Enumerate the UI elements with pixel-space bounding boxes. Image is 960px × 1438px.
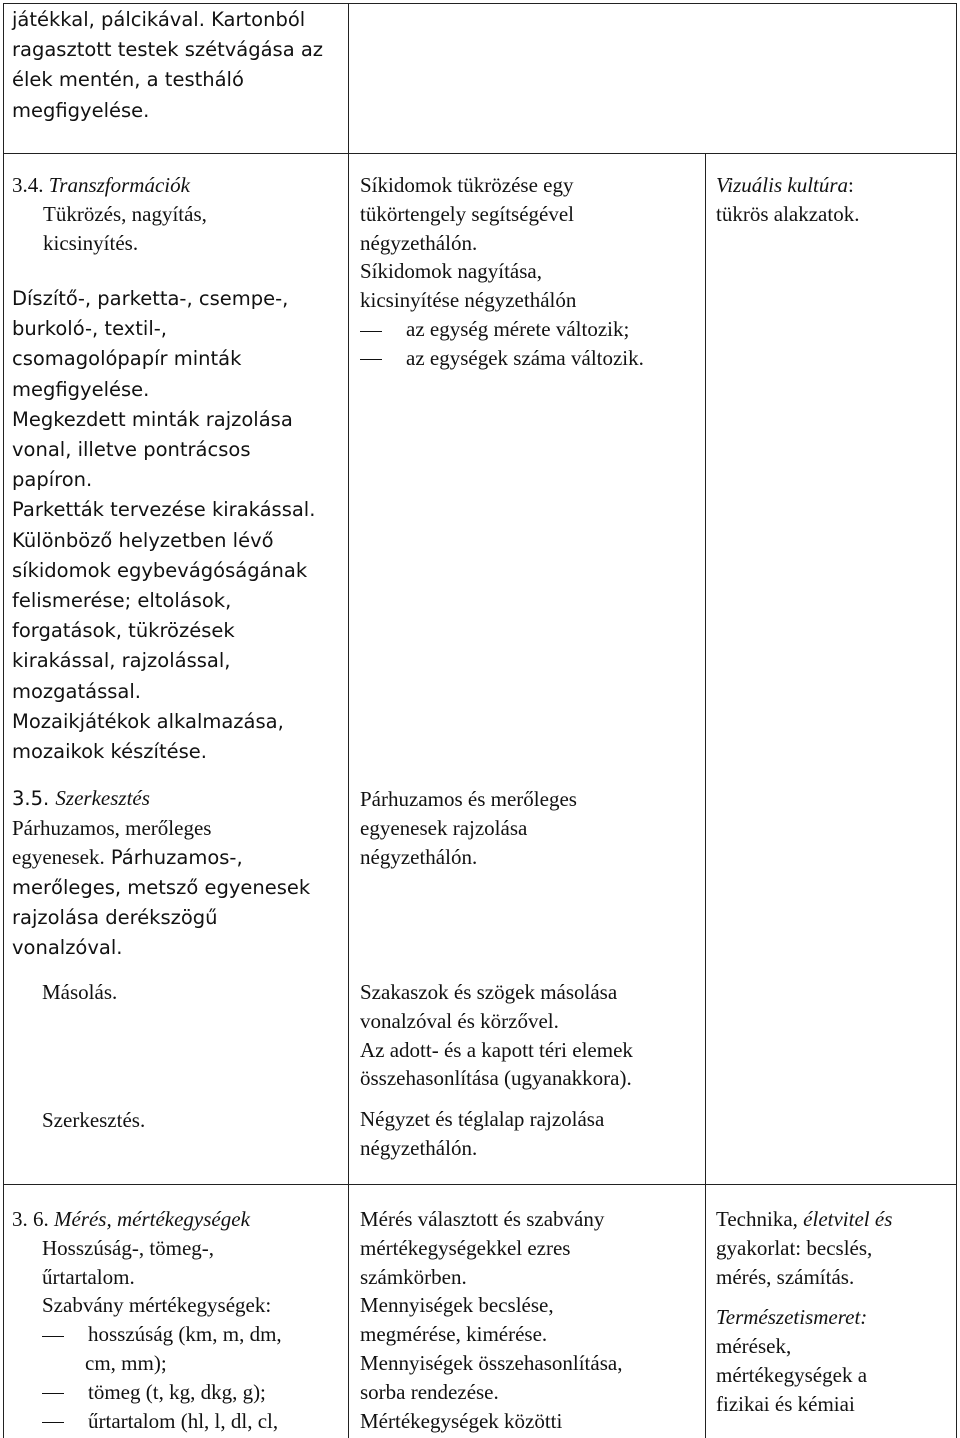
text-line: kicsinyítése négyzethálón (360, 288, 577, 313)
text-line: Mértékegységek közötti (360, 1408, 563, 1433)
text-line: Parketták tervezése kirakással. (12, 498, 316, 522)
text-line: Síkidomok tükrözése egy (360, 173, 574, 197)
text-line: mértékegységek a (716, 1362, 868, 1387)
text-line: gyakorlat: becslés, (716, 1235, 873, 1260)
bullet-item (360, 344, 644, 373)
text-line: Különböző helyzetben lévő (12, 528, 274, 552)
bullet-item (12, 1320, 282, 1349)
bullet-item (12, 1407, 282, 1436)
table-border-left (3, 3, 4, 1438)
text-fragment: életvitel és (803, 1207, 893, 1231)
text-line: Párhuzamos és merőleges (360, 787, 577, 811)
text-line: vonalzóval és körzővel. (360, 1008, 559, 1033)
text-line: Tükrözés, nagyítás, (43, 201, 207, 226)
subject-title: Vizuális kultúra (716, 173, 849, 197)
text-line: Négyzet és téglalap rajzolása (360, 1107, 605, 1131)
text-line: egyenesek rajzolása (360, 815, 528, 840)
text-line: Díszítő-, parketta-, csempe-, (12, 287, 289, 310)
section-3-6 (12, 1205, 282, 1435)
row-divider-1 (3, 153, 957, 154)
row1-col1-text (12, 5, 323, 126)
row-divider-2 (3, 1184, 957, 1185)
section-number: 3.4. (12, 173, 44, 197)
row2-col2-block4 (360, 1105, 604, 1163)
section-3-4-body (12, 284, 315, 767)
text-line: négyzethálón. (360, 1135, 478, 1160)
bullet-text: tömeg (t, kg, dkg, g); (88, 1379, 266, 1404)
text-line: Az adott- és a kapott téri elemek (360, 1037, 633, 1062)
text-line: űrtartalom. (42, 1264, 135, 1289)
text-line: ragasztott testek szétvágása az (12, 38, 324, 62)
bullet-item (12, 1378, 282, 1407)
text-line: csomagolópapír minták (12, 347, 242, 371)
section-title: Transzformációk (48, 173, 190, 197)
table-border-right (956, 3, 957, 1438)
colon: : (848, 173, 854, 197)
text-line: Hosszúság-, tömeg-, (42, 1235, 215, 1260)
text-fragment: egyenesek. (12, 844, 105, 869)
subject-title: Természetismeret: (716, 1305, 868, 1330)
section-3-5 (12, 784, 310, 963)
text-line: Síkidomok nagyítása, (360, 259, 542, 284)
text-line: mozgatással. (12, 679, 141, 703)
text-line: mérés, számítás. (716, 1264, 855, 1289)
text-line: kicsinyítés. (43, 230, 139, 255)
text-line: megmérése, kimérése. (360, 1322, 548, 1347)
text-line: mozaikok készítése. (12, 740, 207, 764)
row2-col2-block1 (360, 171, 644, 373)
column-divider-2 (705, 153, 706, 1438)
row3-col2 (360, 1205, 622, 1435)
column-divider-1 (348, 3, 349, 1438)
text-line: merőleges, metsző egyenesek (12, 875, 311, 899)
text-line: rajzolása derékszögű (12, 905, 218, 929)
construction-label: Szerkesztés. (42, 1108, 146, 1132)
bullet-item (360, 315, 644, 344)
text-line: élek mentén, a testháló (12, 68, 244, 92)
text-line: felismerése; eltolások, (12, 589, 232, 613)
copying-label: Másolás. (42, 980, 118, 1004)
text-line: megfigyelése. (12, 98, 150, 122)
text-line: kirakással, rajzolással, (12, 649, 231, 673)
text-line: megfigyelése. (12, 377, 150, 401)
text-line: Mennyiségek összehasonlítása, (360, 1350, 623, 1375)
text-line: Mennyiségek becslése, (360, 1293, 554, 1318)
text-line: játékkal, pálcikával. Kartonból (12, 8, 306, 31)
text-line: fizikai és kémiai (716, 1391, 855, 1416)
section-title: Mérés, mértékegységek (54, 1207, 250, 1231)
text-line: számkörben. (360, 1264, 467, 1289)
bullet-text: az egységek száma változik. (406, 345, 644, 370)
bullet-text: hosszúság (km, m, dm, (88, 1322, 282, 1347)
text-line: Megkezdett minták rajzolása (12, 407, 293, 431)
text-line: Szakaszok és szögek másolása (360, 980, 618, 1004)
text-line: Párhuzamos, merőleges (12, 816, 212, 840)
row2-col3 (716, 171, 859, 229)
text-line: síkidomok egybevágóságának (12, 558, 308, 582)
text-line: négyzethálón. (360, 230, 478, 255)
dash-bullet (42, 1393, 64, 1394)
text-fragment: Technika, (716, 1207, 804, 1231)
table-border-top (3, 3, 957, 4)
row3-col3 (716, 1205, 892, 1419)
text-line: forgatások, tükrözések (12, 619, 235, 643)
dash-bullet (42, 1336, 64, 1337)
dash-bullet (42, 1422, 64, 1423)
section-3-4 (12, 171, 207, 257)
text-line: vonalzóval. (12, 936, 123, 960)
text-line: négyzethálón. (360, 844, 478, 869)
text-line: burkoló-, textil-, (12, 317, 167, 341)
bullet-text: űrtartalom (hl, l, dl, cl, (88, 1408, 279, 1433)
dash-bullet (360, 331, 382, 332)
dash-bullet (360, 359, 382, 360)
section-number: 3.5. (12, 787, 50, 810)
section-title: Szerkesztés (55, 786, 150, 810)
text-line: tükörtengely segítségével (360, 201, 575, 226)
section-number: 3. 6. (12, 1207, 49, 1231)
text-line: Mérés választott és szabvány (360, 1207, 605, 1231)
row2-col2-block3 (360, 978, 633, 1093)
text-line: mérések, (716, 1334, 792, 1359)
text-line: vonal, illetve pontrácsos (12, 438, 251, 462)
row2-col2-block2 (360, 785, 577, 871)
bullet-text: az egység mérete változik; (406, 316, 630, 341)
text-line: sorba rendezése. (360, 1379, 499, 1404)
text-line: Mozaikjátékok alkalmazása, (12, 709, 284, 733)
text-line: tükrös alakzatok. (716, 201, 860, 226)
text-line: összehasonlítása (ugyanakkora). (360, 1066, 632, 1091)
text-line: papíron. (12, 468, 93, 492)
text-fragment: Párhuzamos-, (104, 845, 243, 869)
text-line: cm, mm); (85, 1350, 167, 1375)
text-line: Szabvány mértékegységek: (42, 1293, 272, 1318)
text-line: mértékegységekkel ezres (360, 1235, 571, 1260)
